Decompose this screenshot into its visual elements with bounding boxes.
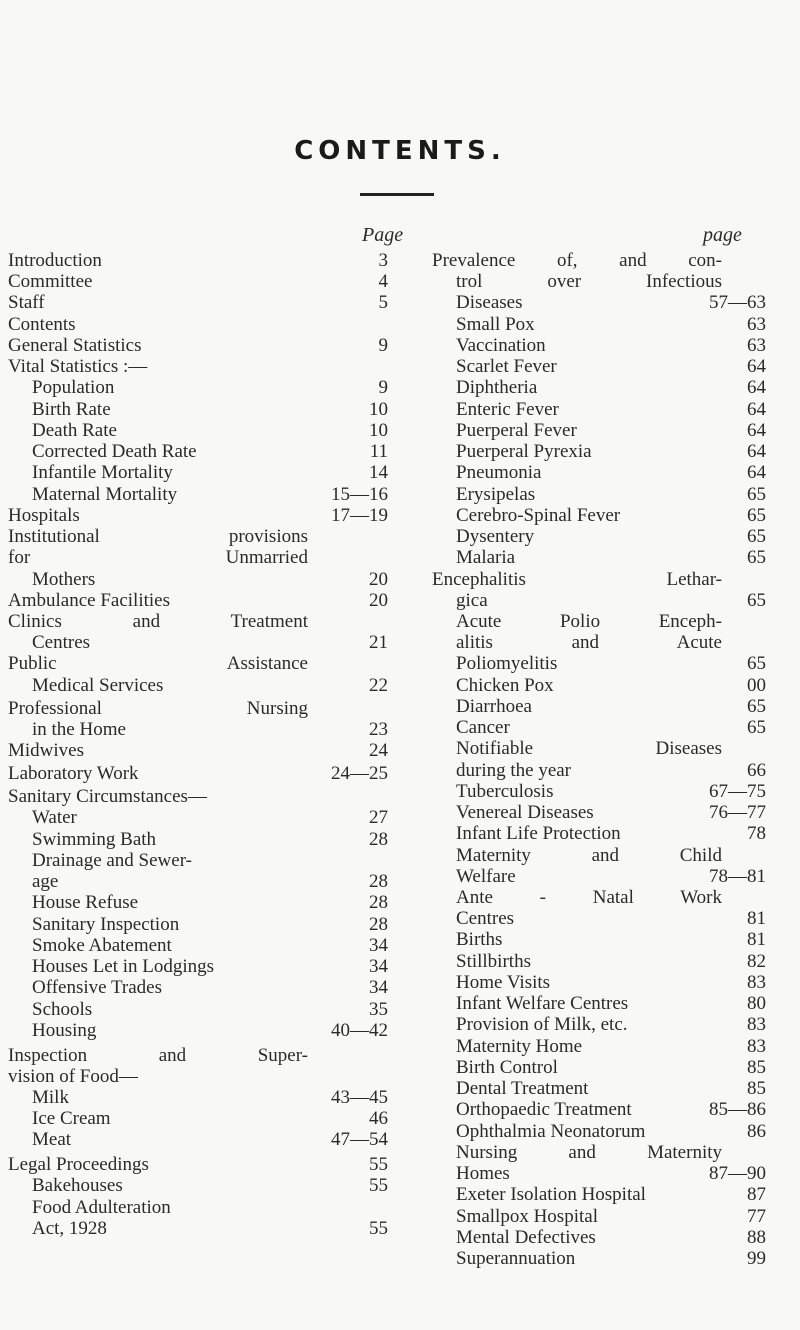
toc-entry-title: Public Assistance	[8, 653, 308, 674]
toc-entry-title: Housing	[32, 1020, 97, 1041]
toc-entry-title: Professional Nursing	[8, 698, 308, 719]
toc-entry-title: Mothers	[32, 569, 96, 590]
toc-entry-title: Erysipelas	[456, 484, 536, 505]
toc-entry-page: 4	[378, 271, 388, 292]
toc-entry-title: Births	[456, 929, 503, 950]
toc-entry-page: 77	[747, 1206, 766, 1227]
toc-entry-title: Food Adulteration	[32, 1197, 171, 1218]
toc-entry	[0, 1057, 800, 1079]
toc-entry	[0, 1099, 800, 1121]
toc-entry-title: Home Visits	[456, 972, 551, 993]
toc-entry	[0, 611, 800, 633]
toc-entry-title: Birth Control	[456, 1057, 558, 1078]
toc-entry-title: Ante - Natal Work	[456, 887, 722, 908]
toc-entry-page: 5	[378, 292, 388, 313]
toc-entry-page: 81	[747, 908, 766, 929]
toc-entry-page: 57—63	[709, 292, 766, 313]
toc-entry-title: Death Rate	[32, 420, 117, 441]
toc-entry-page: 85—86	[709, 1099, 766, 1120]
toc-entry-page: 64	[747, 420, 766, 441]
toc-entry-title: during the year	[456, 760, 572, 781]
toc-entry-page: 11	[369, 441, 388, 462]
toc-entry	[0, 1014, 800, 1036]
toc-entry-title: Cerebro-Spinal Fever	[456, 505, 621, 526]
toc-entry-title: Puerperal Pyrexia	[456, 441, 592, 462]
toc-entry-title: Small Pox	[456, 314, 535, 335]
toc-entry-title: Encephalitis Lethar-	[432, 569, 722, 590]
toc-entry	[0, 1078, 800, 1100]
toc-entry	[0, 823, 800, 845]
toc-entry-title: Sanitary Circumstances—	[8, 786, 207, 807]
toc-entry-title: Puerperal Fever	[456, 420, 577, 441]
toc-entry-title: Scarlet Fever	[456, 356, 557, 377]
toc-entry-title: Legal Proceedings	[8, 1154, 149, 1175]
toc-entry-page: 34	[369, 956, 388, 977]
toc-entry-title: alitis and Acute	[456, 632, 722, 653]
toc-entry-page: 87—90	[709, 1163, 766, 1184]
toc-entry-title: Welfare	[456, 866, 516, 887]
toc-entry-title: Diphtheria	[456, 377, 538, 398]
toc-entry-page: 23	[369, 719, 388, 740]
toc-entry-title: Medical Services	[32, 675, 164, 696]
toc-entry	[0, 1248, 800, 1270]
toc-entry-page: 14	[369, 462, 388, 483]
toc-entry	[0, 1121, 800, 1143]
toc-entry-title: Diarrhoea	[456, 696, 532, 717]
toc-entry	[0, 420, 800, 442]
toc-entry-title: Corrected Death Rate	[32, 441, 197, 462]
toc-entry-title: Homes	[456, 1163, 510, 1184]
toc-entry-page: 43—45	[331, 1087, 388, 1108]
toc-entry-page: 9	[378, 335, 388, 356]
toc-entry	[0, 314, 800, 336]
toc-entry-title: Sanitary Inspection	[32, 914, 180, 935]
toc-entry	[0, 399, 800, 421]
toc-entry-page: 63	[747, 314, 766, 335]
toc-entry-title: Poliomyelitis	[456, 653, 558, 674]
toc-entry-title: Maternity and Child	[456, 845, 722, 866]
toc-entry	[0, 590, 800, 612]
toc-entry-title: Ice Cream	[32, 1108, 111, 1129]
toc-entry-page: 65	[747, 717, 766, 738]
toc-entry-page: 20	[369, 569, 388, 590]
toc-entry	[0, 760, 800, 782]
toc-entry-page: 55	[369, 1175, 388, 1196]
toc-entry-page: 9	[378, 377, 388, 398]
toc-entry-title: House Refuse	[32, 892, 139, 913]
toc-entry	[0, 738, 800, 760]
toc-entry	[0, 1142, 800, 1164]
toc-entry-page: 83	[747, 972, 766, 993]
toc-entry	[0, 1036, 800, 1058]
toc-entry-page: 15—16	[331, 484, 388, 505]
toc-entry-page: 40—42	[331, 1020, 388, 1041]
toc-entry-title: Ophthalmia Neonatorum	[456, 1121, 646, 1142]
toc-entry	[0, 335, 800, 357]
toc-entry-page: 64	[747, 462, 766, 483]
toc-entry	[0, 547, 800, 569]
toc-entry-title: Pneumonia	[456, 462, 542, 483]
toc-entry-title: Maternal Mortality	[32, 484, 178, 505]
toc-entry-page: 67—75	[709, 781, 766, 802]
toc-entry-page: 63	[747, 335, 766, 356]
toc-entry-page: 65	[747, 547, 766, 568]
toc-entry-title: Enteric Fever	[456, 399, 559, 420]
toc-entry-page: 65	[747, 590, 766, 611]
toc-entry-page: 22	[369, 675, 388, 696]
toc-entry	[0, 441, 800, 463]
toc-entry-page: 28	[369, 892, 388, 913]
toc-entry-page: 86	[747, 1121, 766, 1142]
toc-entry-title: Infantile Mortality	[32, 462, 173, 483]
toc-entry-page: 47—54	[331, 1129, 388, 1150]
toc-entry	[0, 292, 800, 314]
toc-entry-page: 00	[747, 675, 766, 696]
toc-entry	[0, 929, 800, 951]
toc-entry	[0, 484, 800, 506]
toc-entry-title: Inspection and Super-	[8, 1045, 308, 1066]
toc-entry-page: 78	[747, 823, 766, 844]
toc-entry-title: Maternity Home	[456, 1036, 583, 1057]
toc-entry-title: Laboratory Work	[8, 763, 139, 784]
toc-entry-title: Midwives	[8, 740, 84, 761]
toc-entry-page: 27	[369, 807, 388, 828]
toc-entry-title: Tuberculosis	[456, 781, 554, 802]
toc-entry-page: 21	[369, 632, 388, 653]
toc-entry-page: 34	[369, 935, 388, 956]
toc-entry-title: Venereal Diseases	[456, 802, 594, 823]
toc-entry-title: Meat	[32, 1129, 72, 1150]
toc-entry	[0, 1184, 800, 1206]
toc-entry	[0, 462, 800, 484]
toc-entry-title: Smoke Abatement	[32, 935, 172, 956]
toc-entry-page: 34	[369, 977, 388, 998]
toc-entry	[0, 696, 800, 718]
toc-entry-page: 76—77	[709, 802, 766, 823]
toc-entry-page: 64	[747, 377, 766, 398]
toc-entry-page: 55	[369, 1218, 388, 1239]
toc-entry-title: Drainage and Sewer-	[32, 850, 192, 871]
toc-entry	[0, 569, 800, 591]
toc-entry-page: 65	[747, 505, 766, 526]
toc-entry-title: Acute Polio Enceph-	[456, 611, 722, 632]
page-header-right: page	[703, 224, 742, 246]
toc-entry	[0, 356, 800, 378]
toc-entry-title: Ambulance Facilities	[8, 590, 170, 611]
toc-entry-title: Stillbirths	[456, 951, 531, 972]
toc-entry-title: Smallpox Hospital	[456, 1206, 598, 1227]
toc-entry-title: gica	[456, 590, 488, 611]
toc-entry-page: 65	[747, 526, 766, 547]
toc-entry-title: Malaria	[456, 547, 516, 568]
toc-entry	[0, 505, 800, 527]
toc-entry-page: 24	[369, 740, 388, 761]
toc-entry-title: Population	[32, 377, 115, 398]
toc-entry-title: Committee	[8, 271, 93, 292]
toc-entry-title: Vital Statistics :—	[8, 356, 148, 377]
page-header-left: Page	[362, 224, 404, 246]
toc-entry-page: 64	[747, 441, 766, 462]
toc-entry	[0, 271, 800, 293]
toc-entry	[0, 887, 800, 909]
toc-entry-title: Chicken Pox	[456, 675, 554, 696]
toc-entry-title: General Statistics	[8, 335, 142, 356]
toc-entry-title: Schools	[32, 999, 93, 1020]
toc-entry-page: 82	[747, 951, 766, 972]
toc-entry-title: Dental Treatment	[456, 1078, 589, 1099]
toc-entry-title: trol over Infectious	[456, 271, 722, 292]
toc-entry-title: Water	[32, 807, 77, 828]
toc-entry-title: Swimming Bath	[32, 829, 157, 850]
toc-entry	[0, 675, 800, 697]
toc-entry	[0, 1206, 800, 1228]
toc-entry-page: 55	[369, 1154, 388, 1175]
toc-entry-title: vision of Food—	[8, 1066, 138, 1087]
toc-entry-title: Superannuation	[456, 1248, 576, 1269]
toc-entry-title: Hospitals	[8, 505, 80, 526]
toc-entry-title: Centres	[32, 632, 91, 653]
page-title: CONTENTS.	[294, 136, 506, 166]
toc-entry-title: Cancer	[456, 717, 510, 738]
title-rule	[360, 193, 434, 196]
toc-entry-title: Orthopaedic Treatment	[456, 1099, 632, 1120]
toc-entry-page: 99	[747, 1248, 766, 1269]
toc-entry-page: 66	[747, 760, 766, 781]
toc-entry	[0, 1227, 800, 1249]
toc-entry-title: Offensive Trades	[32, 977, 163, 998]
toc-entry-page: 24—25	[331, 763, 388, 784]
toc-entry	[0, 993, 800, 1015]
toc-entry-page: 81	[747, 929, 766, 950]
toc-entry	[0, 717, 800, 739]
toc-entry-title: Milk	[32, 1087, 69, 1108]
toc-entry-title: Birth Rate	[32, 399, 111, 420]
toc-entry-page: 3	[378, 250, 388, 271]
toc-entry	[0, 781, 800, 803]
toc-entry-title: Act, 1928	[32, 1218, 107, 1239]
toc-entry-page: 88	[747, 1227, 766, 1248]
toc-entry-title: Infant Welfare Centres	[456, 993, 629, 1014]
toc-entry-page: 28	[369, 914, 388, 935]
toc-entry-page: 17—19	[331, 505, 388, 526]
toc-entry-page: 46	[369, 1108, 388, 1129]
toc-entry-page: 35	[369, 999, 388, 1020]
toc-entry-title: Diseases	[456, 292, 523, 313]
toc-entry-page: 85	[747, 1057, 766, 1078]
toc-entry-page: 65	[747, 484, 766, 505]
toc-entry-page: 10	[369, 420, 388, 441]
toc-entry	[0, 377, 800, 399]
toc-entry-title: Nursing and Maternity	[456, 1142, 722, 1163]
toc-entry-title: Mental Defectives	[456, 1227, 596, 1248]
toc-entry-title: Notifiable Diseases	[456, 738, 722, 759]
toc-entry-title: for Unmarried	[8, 547, 308, 568]
toc-entry-title: Houses Let in Lodgings	[32, 956, 215, 977]
toc-entry-title: Introduction	[8, 250, 102, 271]
toc-entry-title: Clinics and Treatment	[8, 611, 308, 632]
toc-entry-title: Vaccination	[456, 335, 546, 356]
toc-entry-title: Contents	[8, 314, 76, 335]
toc-entry-title: Exeter Isolation Hospital	[456, 1184, 646, 1205]
toc-entry	[0, 526, 800, 548]
toc-entry	[0, 802, 800, 824]
toc-entry-title: in the Home	[32, 719, 126, 740]
toc-entry-page: 28	[369, 829, 388, 850]
toc-entry	[0, 632, 800, 654]
toc-entry-page: 83	[747, 1036, 766, 1057]
toc-entry-page: 83	[747, 1014, 766, 1035]
toc-entry-page: 65	[747, 653, 766, 674]
toc-entry	[0, 250, 800, 272]
toc-entry-title: Infant Life Protection	[456, 823, 621, 844]
toc-entry-page: 65	[747, 696, 766, 717]
toc-entry-title: Bakehouses	[32, 1175, 123, 1196]
toc-entry-title: Prevalence of, and con-	[432, 250, 722, 271]
toc-entry-title: Institutional provisions	[8, 526, 308, 547]
toc-entry-page: 10	[369, 399, 388, 420]
toc-entry-title: Staff	[8, 292, 45, 313]
toc-entry	[0, 1163, 800, 1185]
toc-entry-page: 20	[369, 590, 388, 611]
toc-entry-page: 80	[747, 993, 766, 1014]
toc-entry-page: 64	[747, 399, 766, 420]
toc-entry	[0, 653, 800, 675]
toc-entry-title: Provision of Milk, etc.	[456, 1014, 628, 1035]
toc-entry	[0, 866, 800, 888]
toc-entry-page: 28	[369, 871, 388, 892]
toc-entry	[0, 972, 800, 994]
toc-entry-title: Centres	[456, 908, 515, 929]
toc-entry-page: 87	[747, 1184, 766, 1205]
toc-entry-page: 85	[747, 1078, 766, 1099]
toc-entry	[0, 908, 800, 930]
toc-entry-title: Dysentery	[456, 526, 535, 547]
toc-entry-page: 64	[747, 356, 766, 377]
toc-entry-title: age	[32, 871, 59, 892]
toc-entry	[0, 951, 800, 973]
toc-entry-page: 78—81	[709, 866, 766, 887]
toc-entry	[0, 845, 800, 867]
